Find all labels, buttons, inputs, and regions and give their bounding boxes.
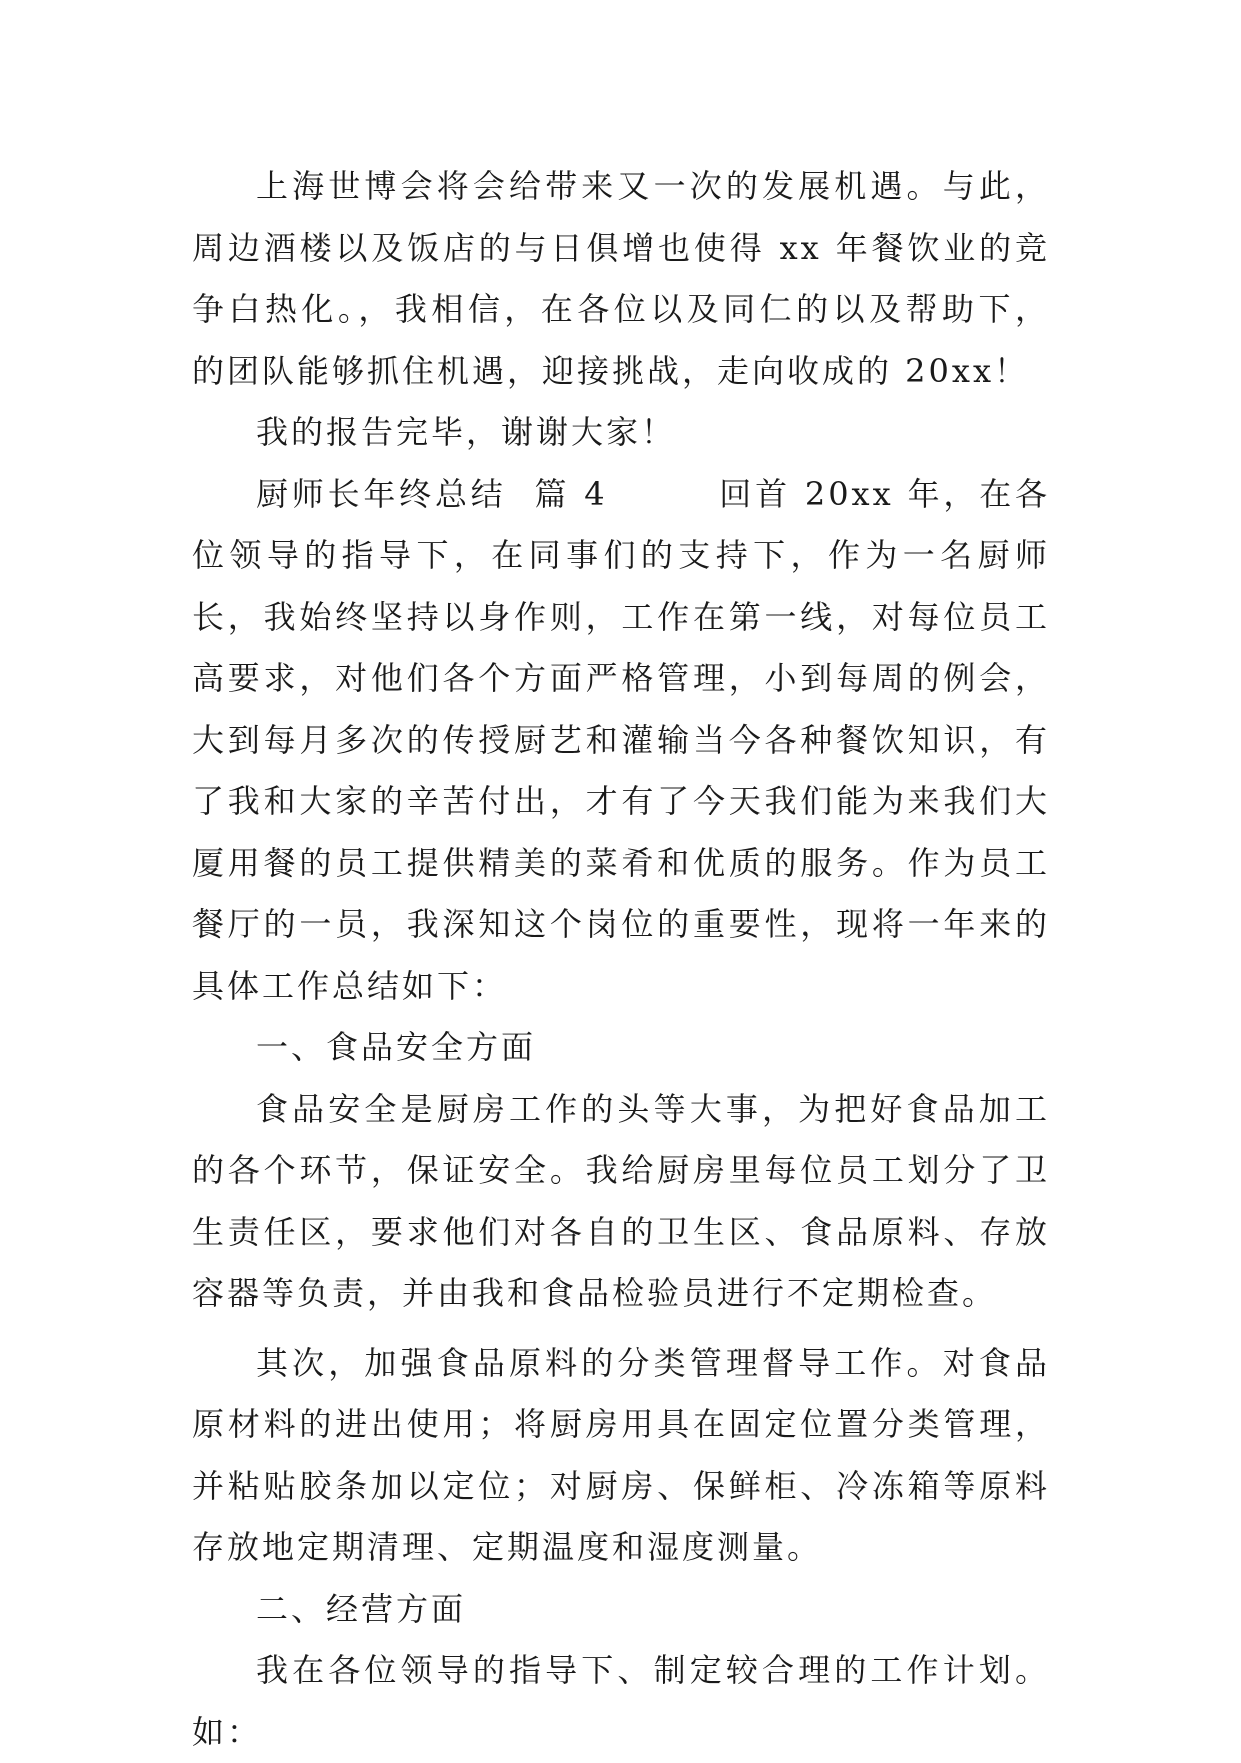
document-page [192,156,1050,1763]
paragraph-food-safety: 食品安全是厨房工作的头等大事，为把好食品加工的各个环节，保证安全。我给厨房里每位员工划分了卫生责任区，要求他们对各自的卫生区、食品原料、存放容器等负责，并由我和食品检验员进行不定期检查。 [192,1089,1050,1312]
paragraph-expo-opportunity: 上海世博会将会给带来又一次的发展机遇。与此，周边酒楼以及饭店的与日俱增也使得 xx 年餐饮业的竞争白热化。，我相信，在各位以及同仁的以及帮助下，的团队能够抓住机遇，迎接挑战，走向收成的 20xx！ [192,167,1050,390]
paragraph-report-end: 我的报告完毕，谢谢大家！ [256,413,677,451]
paragraph-material-management: 其次，加强食品原料的分类管理督导工作。对食品原材料的进出使用；将厨房用具在固定位置分类管理，并粘贴胶条加以定位；对厨房、保鲜柜、冷冻箱等原料存放地定期清理、定期温度和湿度测量。 [192,1343,1050,1566]
paragraph-chef-summary: 厨师长年终总结 篇 4 回首 20xx 年，在各位领导的指导下，在同事们的支持下，作为一名厨师长，我始终坚持以身作则，工作在第一线，对每位员工高要求，对他们各个方面严格管理，小到每周的例会，大到每月多次的传授厨艺和灌输当今各种餐饮知识，有了我和大家的辛苦付出，才有了今天我们能为来我们大厦用餐的员工提供精美的菜肴和优质的服务。作为员工餐厅的一员，我深知这个岗位的重要性，现将一年来的具体工作总结如下： [192,474,1050,1005]
section-heading-food-safety: 一、食品安全方面 [256,1028,537,1066]
paragraph-operations-plan: 我在各位领导的指导下、制定较合理的工作计划。如： [192,1651,1050,1751]
section-heading-operations: 二、经营方面 [256,1589,467,1628]
